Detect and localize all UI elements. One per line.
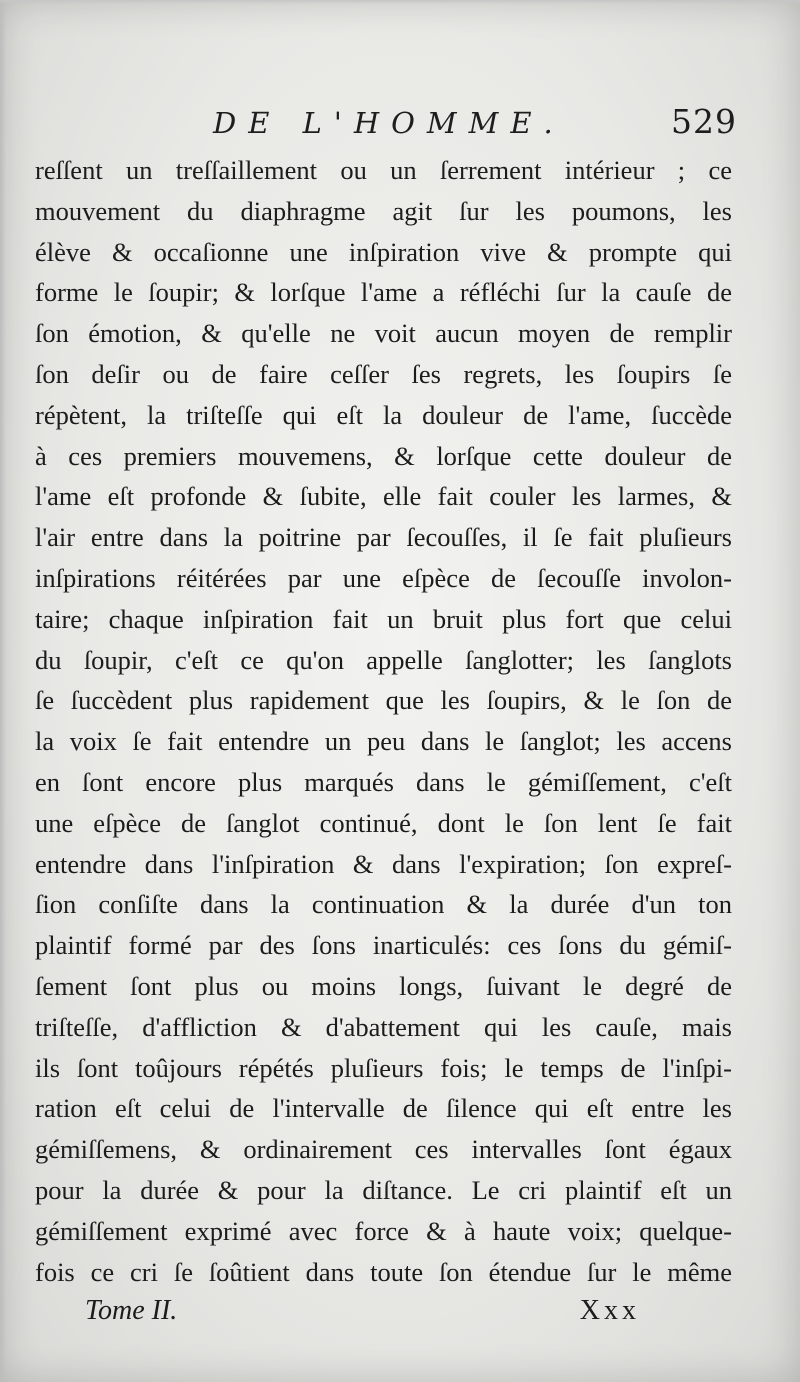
text-line: ſon émotion, & qu'elle ne voit aucun moyen de remplir bbox=[35, 318, 732, 349]
page-footer bbox=[35, 1295, 735, 1335]
text-line: ration eſt celui de l'intervalle de ſilence qui eſt entre les bbox=[35, 1093, 732, 1124]
text-line: ſon deſir ou de faire ceſſer ſes regrets, les ſoupirs ſe bbox=[35, 358, 732, 389]
text-line: entendre dans l'inſpiration & dans l'expiration; ſon expreſ- bbox=[35, 848, 732, 879]
text-line: l'air entre dans la poitrine par ſecouſſes, il ſe fait pluſieurs bbox=[35, 522, 732, 553]
running-title: DE L'HOMME. bbox=[213, 106, 565, 140]
text-line: à ces premiers mouvemens, & lorſque cette douleur de bbox=[35, 440, 732, 471]
text-line: plaintif formé par des ſons inarticulés: ces ſons du gémiſ- bbox=[35, 930, 732, 961]
volume-label: Tome II. bbox=[85, 1295, 178, 1326]
page-top-edge-shadow bbox=[0, 0, 800, 4]
text-line: une eſpèce de ſanglot continué, dont le ſon lent ſe fait bbox=[35, 807, 732, 838]
body-text bbox=[35, 150, 732, 1292]
page-number: 529 bbox=[671, 102, 737, 141]
text-line: du ſoupir, c'eſt ce qu'on appelle ſanglotter; les ſanglots bbox=[35, 644, 732, 675]
text-line: reſſent un treſſaillement ou un ſerrement intérieur ; ce bbox=[35, 155, 732, 185]
text-line: ſe ſuccèdent plus rapidement que les ſoupirs, & le ſon de bbox=[35, 685, 732, 716]
text-line: triſteſſe, d'affliction & d'abattement qui les cauſe, mais bbox=[35, 1011, 732, 1042]
text-line: mouvement du diaphragme agit ſur les poumons, les bbox=[35, 195, 732, 226]
signature-mark: Xxx bbox=[579, 1295, 640, 1326]
text-line: ſement ſont plus ou moins longs, ſuivant le degré de bbox=[35, 970, 732, 1001]
text-line: élève & occaſionne une inſpiration vive & prompte qui bbox=[35, 236, 732, 267]
page-header bbox=[35, 100, 735, 145]
text-line: en ſont encore plus marqués dans le gémiſſement, c'eſt bbox=[35, 766, 732, 797]
text-line: forme le ſoupir; & lorſque l'ame a réfléchi ſur la cauſe de bbox=[35, 277, 732, 308]
text-line: ils ſont toûjours répétés pluſieurs fois; le temps de l'inſpi- bbox=[35, 1052, 732, 1083]
text-line: fois ce cri ſe ſoûtient dans toute ſon étendue ſur le même bbox=[35, 1256, 732, 1287]
text-line: gémiſſement exprimé avec force & à haute voix; quelque- bbox=[35, 1215, 732, 1246]
text-line: l'ame eſt profonde & ſubite, elle fait couler les larmes, & bbox=[35, 481, 732, 512]
page-left-edge-shadow bbox=[0, 0, 6, 1382]
text-line: la voix ſe fait entendre un peu dans le ſanglot; les accens bbox=[35, 726, 732, 757]
text-line: répètent, la triſteſſe qui eſt la douleur de l'ame, ſuccède bbox=[35, 399, 732, 430]
text-line: ſion conſiſte dans la continuation & la durée d'un ton bbox=[35, 889, 732, 920]
text-line: pour la durée & pour la diſtance. Le cri plaintif eſt un bbox=[35, 1174, 732, 1205]
text-line: inſpirations réitérées par une eſpèce de ſecouſſe involon- bbox=[35, 562, 732, 593]
text-line: gémiſſemens, & ordinairement ces intervalles ſont égaux bbox=[35, 1134, 732, 1165]
text-line: taire; chaque inſpiration fait un bruit plus fort que celui bbox=[35, 603, 732, 634]
